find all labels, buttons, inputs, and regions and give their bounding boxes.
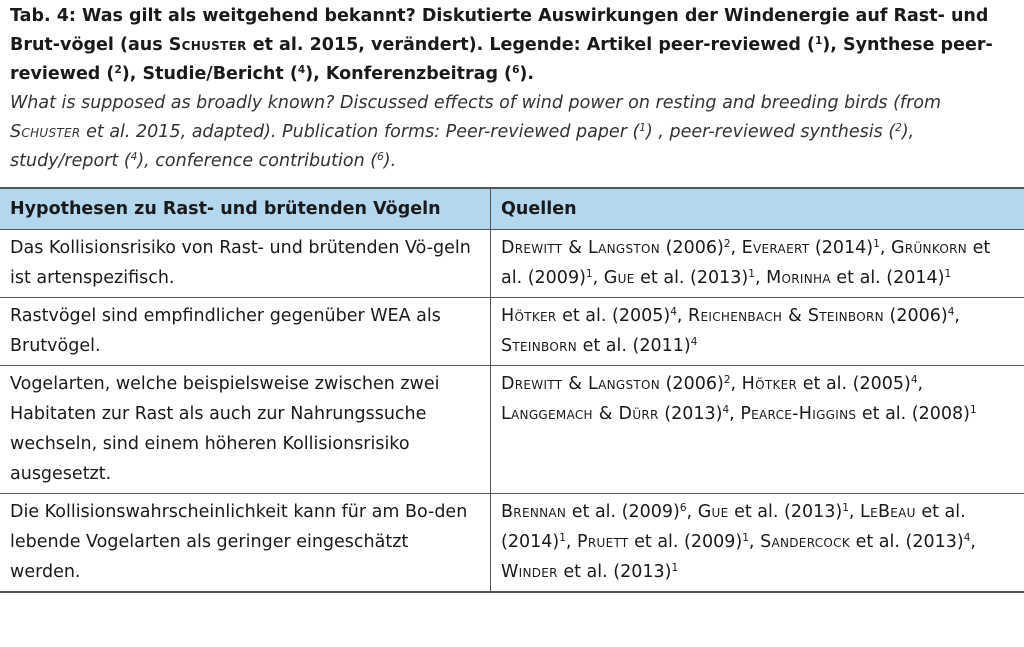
source-citation: [742, 374, 923, 394]
citation-separator: ,: [730, 238, 737, 258]
citation-year: et al. (2005): [802, 374, 911, 394]
citation-year: et al. (2013): [734, 502, 843, 522]
caption-de-prefix: Tab. 4: Was gilt als weitgehend bekannt? Diskutierte Auswirkungen der Windenergie auf Rast- und Brut-vögel (aus: [10, 6, 989, 55]
citation-separator: ,: [954, 306, 960, 326]
citation-year: et al. (2013): [563, 562, 672, 582]
citation-author: Drewitt & Langston: [501, 374, 661, 394]
citation-author: Hötker: [501, 306, 557, 326]
caption-de-text: ), Studie/Bericht (: [121, 64, 298, 84]
citation-separator: ,: [730, 374, 737, 394]
citation-separator: ,: [686, 502, 693, 522]
citation-author: Gue: [697, 502, 729, 522]
source-citation: [577, 532, 754, 552]
citation-year: (2006): [665, 238, 724, 258]
citation-type-superscript: 2: [723, 374, 731, 387]
hypothesis-cell: Vogelarten, welche beispielsweise zwischen zwei Habitaten zur Rast als auch zur Nahrungssuche wechseln, sind einem höheren Kollisionsrisiko ausgesetzt.: [0, 366, 491, 494]
column-header-sources: Quellen: [491, 188, 1024, 230]
table-row: [0, 494, 1024, 593]
citation-year: et al. (2014): [836, 268, 945, 288]
citation-separator: ,: [754, 268, 761, 288]
source-citation: [501, 238, 736, 258]
citation-author: Winder: [501, 562, 558, 582]
citation-separator: ,: [970, 532, 976, 552]
citation-type-superscript: 1: [842, 502, 849, 515]
citation-author: Reichenbach & Steinborn: [688, 306, 884, 326]
hypothesis-cell: Rastvögel sind empfindlicher gegenüber WEA als Brutvögel.: [0, 298, 491, 366]
citation-author: Drewitt & Langston: [501, 238, 661, 258]
caption-en-text: ), conference contribution (: [137, 151, 378, 171]
caption-en-author: Schuster: [10, 122, 81, 142]
table-header-row: [0, 188, 1024, 230]
citation-type-superscript: 4: [947, 306, 955, 319]
superscript: 4: [130, 151, 138, 164]
column-header-hypotheses: Hypothesen zu Rast- und brütenden Vögeln: [0, 188, 491, 230]
source-citation: [742, 238, 886, 258]
table-row: [0, 298, 1024, 366]
citation-type-superscript: 4: [670, 306, 677, 319]
source-citation: [688, 306, 960, 326]
citation-author: Langgemach & Dürr: [501, 404, 659, 424]
citation-separator: ,: [917, 374, 924, 394]
caption-de-text: ), Synthese peer-reviewed (: [10, 35, 993, 84]
citation-type-superscript: 1: [969, 404, 977, 417]
citation-separator: ,: [848, 502, 855, 522]
citation-year: et al. (2013): [640, 268, 749, 288]
sources-cell: [491, 230, 1024, 298]
table-row: [0, 230, 1024, 298]
citation-year: (2013): [664, 404, 723, 424]
citation-year: et al. (2014): [501, 502, 966, 552]
superscript: 2: [895, 122, 902, 135]
citation-type-superscript: 1: [671, 562, 679, 575]
citation-author: Steinborn: [501, 336, 578, 356]
sources-cell: [491, 494, 1024, 593]
source-citation: [501, 404, 735, 424]
superscript: 6: [377, 151, 384, 164]
citation-type-superscript: 4: [910, 374, 918, 387]
citation-year: (2006): [889, 306, 948, 326]
superscript: 2: [114, 64, 122, 77]
citation-separator: ,: [729, 404, 735, 424]
citation-author: Hötker: [741, 374, 798, 394]
citation-author: Morinha: [766, 268, 831, 288]
table-body: [0, 230, 1024, 593]
caption-en-prefix: What is supposed as broadly known? Discussed effects of wind power on resting and breeding birds (from: [10, 93, 942, 113]
citation-type-superscript: 4: [690, 336, 698, 349]
sources-cell: [491, 298, 1024, 366]
caption-en-text: ).: [383, 151, 397, 171]
source-citation: [766, 268, 951, 288]
table-row: [0, 366, 1024, 494]
citation-separator: ,: [565, 532, 572, 552]
citation-year: et al. (2009): [571, 502, 680, 522]
citation-author: Gue: [603, 268, 635, 288]
citation-type-superscript: 1: [748, 268, 755, 281]
citation-separator: ,: [748, 532, 755, 552]
source-citation: [501, 502, 692, 522]
citation-type-superscript: 1: [873, 238, 880, 251]
source-citation: [501, 306, 682, 326]
source-citation: [501, 374, 736, 394]
source-citation: [698, 502, 855, 522]
source-citation: [604, 268, 761, 288]
caption-de-text: et al. 2015, verändert). Legende: Artikel peer-reviewed (: [252, 35, 815, 55]
caption-en-text: et al. 2015, adapted). Publication forms: Peer-reviewed paper (: [86, 122, 640, 142]
citation-separator: ,: [592, 268, 599, 288]
citation-year: et al. (2013): [855, 532, 964, 552]
citation-year: et al. (2011): [582, 336, 691, 356]
citation-type-superscript: 6: [679, 502, 687, 515]
source-citation: [501, 336, 697, 356]
citation-separator: ,: [879, 238, 886, 258]
superscript: 4: [297, 64, 306, 77]
citation-author: Grünkorn: [890, 238, 967, 258]
citation-author: Brennan: [501, 502, 567, 522]
citation-type-superscript: 2: [723, 238, 731, 251]
caption-en-text: ), study/report (: [10, 122, 915, 171]
sources-cell: [491, 366, 1024, 494]
citation-type-superscript: 1: [742, 532, 749, 545]
citation-year: et al. (2008): [861, 404, 970, 424]
source-citation: [740, 404, 976, 424]
caption-english: [10, 89, 1014, 176]
caption-en-text: ) , peer-reviewed synthesis (: [645, 122, 896, 142]
citation-year: (2014): [814, 238, 874, 258]
citation-year: et al. (2009): [501, 238, 991, 288]
superscript: 1: [814, 35, 823, 48]
citation-year: et al. (2005): [562, 306, 671, 326]
citation-type-superscript: 1: [559, 532, 566, 545]
citation-separator: ,: [676, 306, 683, 326]
citation-author: Sandercock: [760, 532, 851, 552]
caption-de-text: ).: [519, 64, 535, 84]
source-citation: [760, 532, 976, 552]
caption-de-text: ), Konferenzbeitrag (: [305, 64, 513, 84]
superscript: 1: [639, 122, 646, 135]
source-citation: [501, 562, 678, 582]
hypotheses-table: [0, 187, 1024, 593]
caption-de-author: Schuster: [168, 35, 247, 55]
citation-type-superscript: 1: [585, 268, 593, 281]
citation-author: Everaert: [741, 238, 810, 258]
hypothesis-cell: Das Kollisionsrisiko von Rast- und brütenden Vö-geln ist artenspezifisch.: [0, 230, 491, 298]
citation-author: Pearce-Higgins: [740, 404, 857, 424]
citation-year: et al. (2009): [634, 532, 743, 552]
citation-type-superscript: 4: [722, 404, 730, 417]
citation-author: Pruett: [577, 532, 629, 552]
citation-author: LeBeau: [860, 502, 916, 522]
citation-type-superscript: 1: [944, 268, 952, 281]
superscript: 6: [512, 64, 520, 77]
citation-type-superscript: 4: [963, 532, 971, 545]
citation-year: (2006): [665, 374, 724, 394]
hypothesis-cell: Die Kollisionswahrscheinlichkeit kann für am Bo-den lebende Vogelarten als geringer eingeschätzt werden.: [0, 494, 491, 593]
caption-german: [10, 0, 1014, 89]
